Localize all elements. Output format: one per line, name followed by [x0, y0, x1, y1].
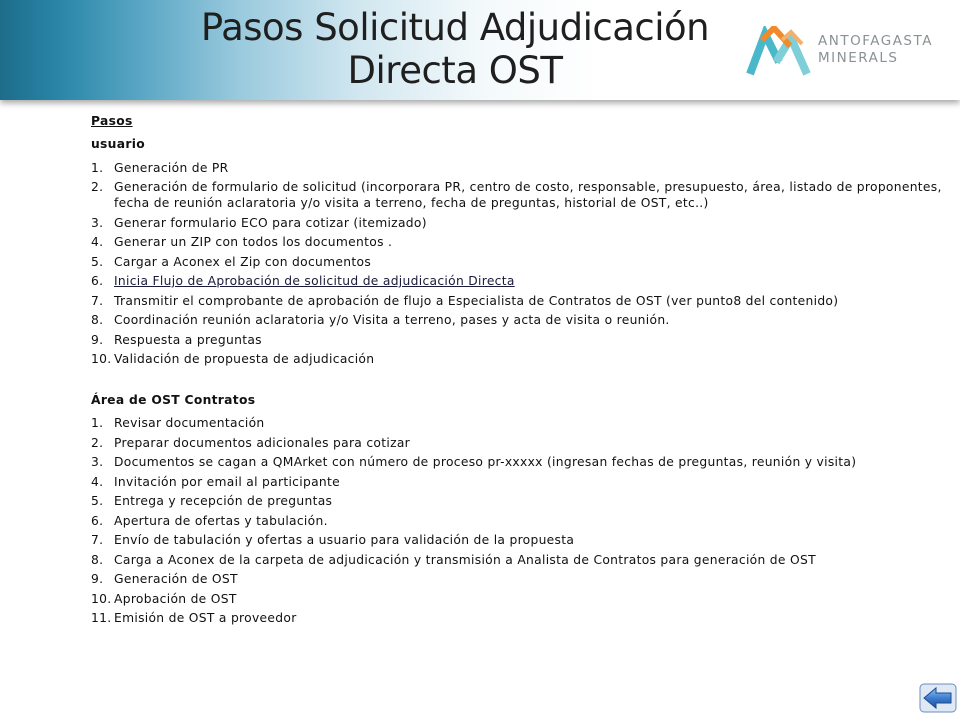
back-arrow-icon	[919, 683, 957, 713]
list-item: 5. Cargar a Aconex el Zip con documentos	[91, 254, 372, 269]
list-item: 1. Revisar documentación	[91, 416, 265, 430]
list-item: 2. Preparar documentos adicionales para cotizar	[91, 435, 411, 450]
slide-title-line2: Directa OST	[347, 49, 563, 92]
list-item: 10. Aprobación de OST	[91, 591, 237, 606]
usuario-steps-list	[91, 160, 951, 368]
list-item: 5. Entrega y recepción de preguntas	[91, 494, 333, 508]
list-item: 3. Generar formulario ECO para cotizar (itemizado)	[91, 215, 427, 230]
list-item: 7. Transmitir el comprobante de aprobación de flujo a Especialista de Contratos de OST (ver punto8 del contenido)	[91, 293, 839, 308]
content-body	[91, 110, 951, 630]
list-item: 10. Validación de propuesta de adjudicación	[91, 352, 375, 366]
list-item: 11. Emisión de OST a proveedor	[91, 611, 297, 625]
antofagasta-logo-icon	[744, 26, 814, 82]
list-item: 8. Coordinación reunión aclaratoria y/o Visita a terreno, pases y acta de visita o reunión.	[91, 313, 670, 327]
list-item: 2. Generación de formulario de solicitud (incorporara PR, centro de costo, responsable, presupuesto, área, listado de proponentes, fecha de reunión aclaratoria y/o visita a terreno, fecha de preguntas, historial de OST, etc..)	[91, 180, 942, 210]
flujo-aprobacion-link[interactable]: Inicia Flujo de Aprobación de solicitud de adjudicación Directa	[114, 274, 515, 288]
slide-title-line1: Pasos Solicitud Adjudicación	[200, 6, 710, 49]
ost-steps-list	[91, 415, 951, 626]
logo-text-line2: MINERALS	[818, 50, 899, 66]
list-item: 3. Documentos se cagan a QMArket con número de proceso pr-xxxxx (ingresan fechas de preguntas, reunión y visita)	[91, 455, 857, 469]
list-item: 8. Carga a Aconex de la carpeta de adjudicación y transmisión a Analista de Contratos para generación de OST	[91, 552, 816, 567]
back-button[interactable]	[919, 683, 957, 717]
section-heading-usuario: usuario	[91, 137, 145, 151]
list-item: 6. Inicia Flujo de Aprobación de solicitud de adjudicación Directa	[91, 273, 951, 289]
list-item: 9. Respuesta a preguntas	[91, 332, 262, 347]
list-item: 6. Apertura de ofertas y tabulación.	[91, 513, 328, 528]
list-item: 4. Generar un ZIP con todos los documentos .	[91, 235, 393, 249]
section-heading-ost: Área de OST Contratos	[91, 392, 256, 407]
logo-text	[818, 33, 933, 67]
section-heading-pasos: Pasos	[91, 114, 133, 128]
list-item: 4. Invitación por email al participante	[91, 474, 340, 489]
logo-text-line1: ANTOFAGASTA	[818, 33, 933, 49]
list-item: 1. Generación de PR	[91, 160, 229, 175]
section-gap	[91, 371, 951, 389]
list-item: 7. Envío de tabulación y ofertas a usuario para validación de la propuesta	[91, 533, 575, 547]
slide-title	[175, 6, 735, 92]
list-item: 9. Generación de OST	[91, 572, 238, 586]
